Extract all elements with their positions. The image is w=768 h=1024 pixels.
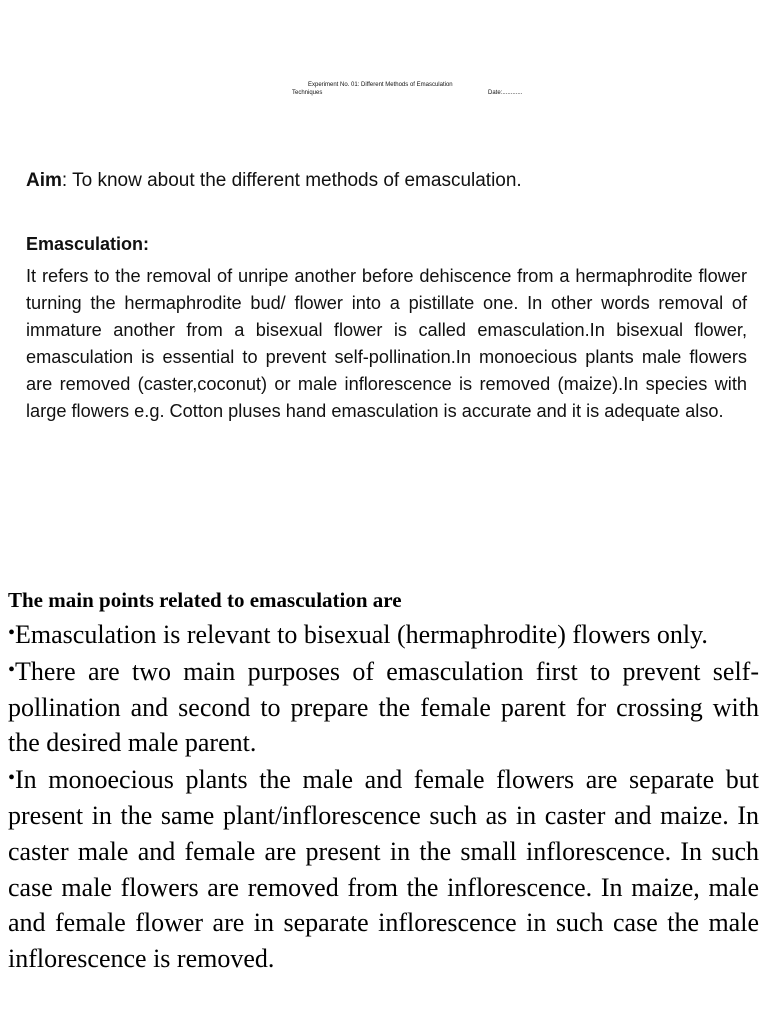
bullet-icon: •	[8, 767, 16, 790]
date-field: Date:............	[488, 90, 523, 96]
main-points-heading: The main points related to emasculation are	[8, 588, 402, 612]
list-item-text: Emasculation is relevant to bisexual (hermaphrodite) flowers only.	[15, 620, 708, 649]
bullet-icon: •	[8, 658, 16, 681]
list-item	[8, 761, 759, 977]
emasculation-heading: Emasculation:	[26, 234, 150, 254]
experiment-title: Experiment No. 01: Different Methods of Emasculation	[308, 82, 453, 88]
main-points-list	[8, 616, 759, 977]
aim-paragraph	[26, 169, 747, 193]
aim-label: Aim	[26, 170, 62, 191]
list-item-text: In monoecious plants the male and female flowers are separate but present in the same plant/inflorescence such as in caster and maize. In caster male and female are present in the small inflorescence. In such case male flowers are removed from the inflorescence. In maize, male and female flower are in separate inflorescence in such case the male inflorescence is removed.	[8, 765, 759, 974]
list-item	[8, 616, 759, 653]
emasculation-definition: It refers to the removal of unripe another before dehiscence from a hermaphrodite flower turning the hermaphrodite bud/ flower into a pistillate one. In other words removal of immature another from a bisexual flower is called emasculation.In bisexual flower, emasculation is essential to prevent self-pollination.In monoecious plants male flowers are removed (caster,coconut) or male inflorescence is removed (maize).In species with large flowers e.g. Cotton pluses hand emasculation is accurate and it is adequate also.	[26, 266, 747, 422]
experiment-subtitle: Techniques	[292, 90, 323, 96]
bullet-icon: •	[8, 622, 16, 644]
list-item	[8, 653, 759, 761]
list-item-text: There are two main purposes of emasculation first to prevent self-pollination and second to prepare the female parent for crossing with the desired male parent.	[8, 656, 759, 758]
aim-text: : To know about the different methods of emasculation.	[61, 170, 522, 191]
